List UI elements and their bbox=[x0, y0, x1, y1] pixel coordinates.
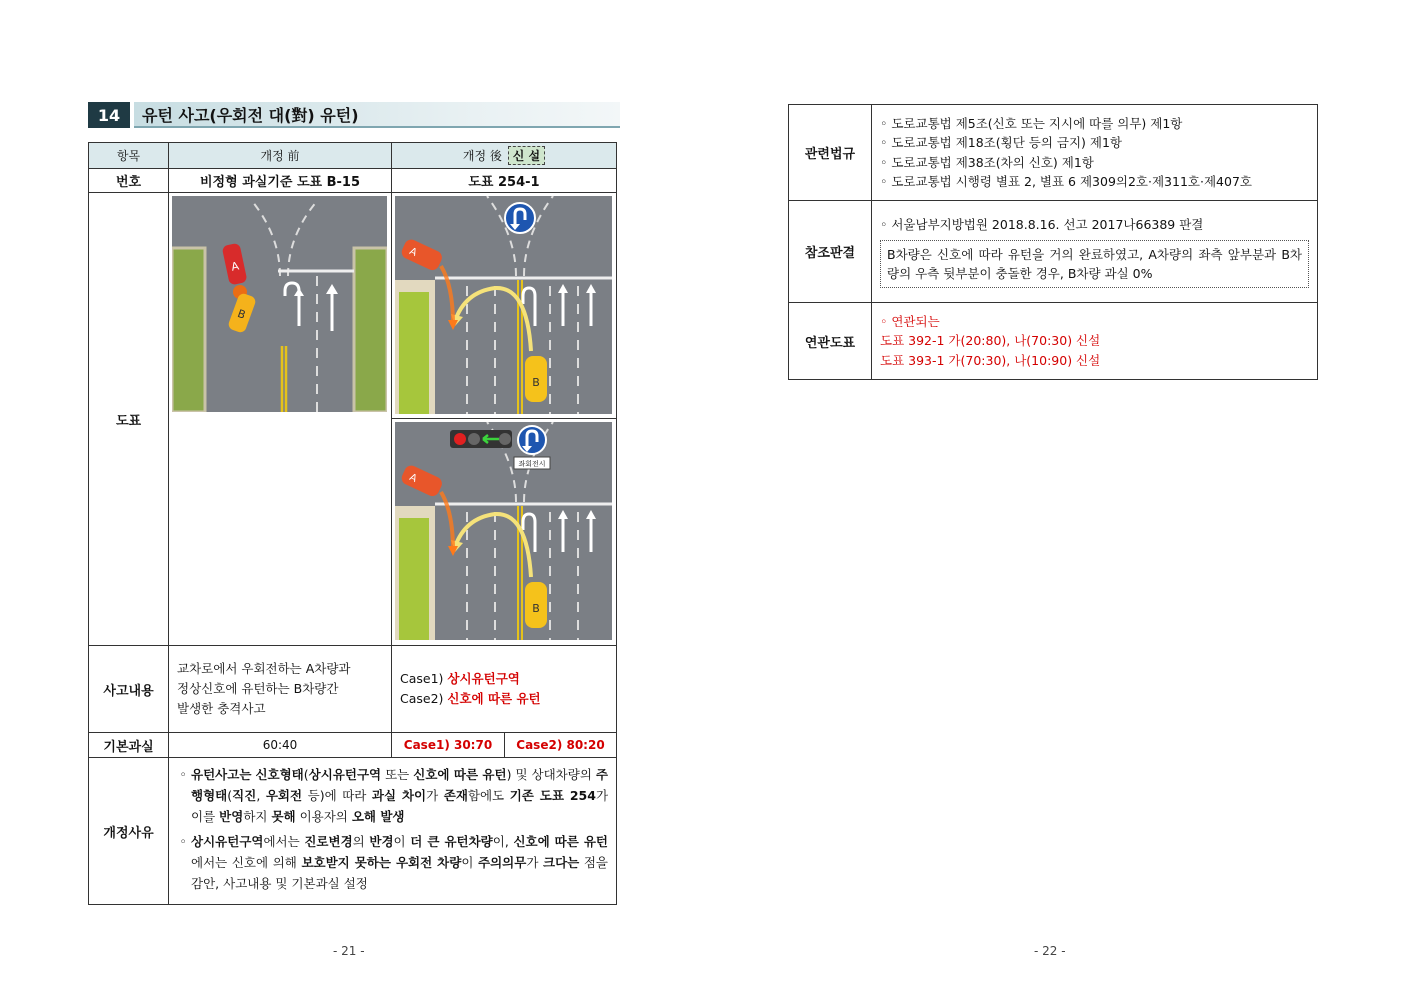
svg-text:B: B bbox=[532, 602, 540, 615]
page-number-left: - 21 - bbox=[333, 944, 365, 958]
precedent-content bbox=[872, 201, 1318, 303]
header-after-label: 개정 後 bbox=[462, 149, 502, 163]
new-badge: 신 설 bbox=[508, 146, 545, 165]
diagram-before bbox=[172, 196, 387, 412]
precedent-summary: B차량은 신호에 따라 유턴을 거의 완료하였고, A차량의 좌측 앞부분과 B차량의 우측 뒷부분이 충돌한 경우, B차량 과실 0% bbox=[880, 240, 1309, 288]
section-header bbox=[88, 102, 620, 128]
diagram-after-case1 bbox=[395, 196, 616, 418]
svg-text:B: B bbox=[532, 376, 540, 389]
diagram-before-cell bbox=[169, 193, 392, 646]
laws-label: 관련법규 bbox=[789, 105, 872, 201]
header-item: 항목 bbox=[89, 143, 169, 169]
accident-before: 교차로에서 우회전하는 A차량과 정상신호에 유턴하는 B차량간 발생한 충격사고 bbox=[169, 646, 392, 733]
comparison-table bbox=[88, 142, 617, 905]
case1-text: 상시유턴구역 bbox=[447, 671, 520, 686]
related-label: 연관도표 bbox=[789, 303, 872, 380]
precedent-label: 참조판결 bbox=[789, 201, 872, 303]
reason-label: 개정사유 bbox=[89, 758, 169, 905]
svg-text:A: A bbox=[230, 259, 241, 274]
related-line: 도표 393-1 가(70:30), 나(10:90) 신설 bbox=[880, 352, 1101, 368]
law-item: ◦ 도로교통법 제18조(횡단 등의 금지) 제1항 bbox=[880, 135, 1122, 150]
header-before: 개정 前 bbox=[169, 143, 392, 169]
fault-before: 60:40 bbox=[169, 733, 392, 758]
section-number: 14 bbox=[88, 102, 130, 128]
fault-case1: Case1) 30:70 bbox=[391, 733, 504, 758]
section-title: 유턴 사고(우회전 대(對) 유턴) bbox=[134, 102, 620, 128]
reason-item: ◦ 유턴사고는 신호형태(상시유턴구역 또는 신호에 따른 유턴) 및 상대차량의 주행형태(직진, 우회전 등)에 따라 과실 차이가 존재함에도 기존 도표 254가 이를 반영하지 못해 이용자의 오해 발생 bbox=[179, 767, 609, 824]
diagram-after-cell bbox=[391, 193, 616, 646]
precedent-case: ◦ 서울남부지방법원 2018.8.16. 선고 2017나66389 판결 bbox=[880, 216, 1204, 232]
reference-table bbox=[788, 104, 1318, 380]
related-line: ◦ 연관되는 bbox=[880, 313, 940, 329]
laws-content bbox=[872, 105, 1318, 201]
header-after bbox=[391, 143, 616, 169]
diagram-label: 도표 bbox=[89, 193, 169, 646]
fault-case2: Case2) 80:20 bbox=[504, 733, 616, 758]
traffic-light-icon bbox=[450, 430, 512, 448]
car-b-icon bbox=[525, 356, 547, 402]
number-before: 비정형 과실기준 도표 B-15 bbox=[169, 169, 392, 193]
svg-text:A: A bbox=[407, 471, 419, 485]
car-b-icon bbox=[525, 582, 547, 628]
related-line: 도표 392-1 가(20:80), 나(70:30) 신설 bbox=[880, 333, 1101, 349]
related-content bbox=[872, 303, 1318, 380]
page-number-right: - 22 - bbox=[1034, 944, 1066, 958]
reason-content bbox=[169, 758, 617, 905]
reason-item: ◦ 상시유턴구역에서는 진로변경의 반경이 더 큰 유턴차량이, 신호에 따른 유턴에서는 신호에 의해 보호받지 못하는 우회전 차량이 주의의무가 크다는 점을 감안, 사고내용 및 기본과실 설정 bbox=[179, 834, 608, 891]
accident-label: 사고내용 bbox=[89, 646, 169, 733]
svg-text:A: A bbox=[407, 245, 419, 259]
diagram-after-case2 bbox=[395, 422, 616, 644]
law-item: ◦ 도로교통법 시행령 별표 2, 별표 6 제309의2호·제311호·제407호 bbox=[880, 174, 1252, 189]
accident-after: Case1) 상시유턴구역 Case2) 신호에 따른 유턴 bbox=[391, 646, 616, 733]
svg-text:B: B bbox=[235, 307, 248, 322]
sign-label: 좌회전시 bbox=[518, 460, 546, 468]
fault-label: 기본과실 bbox=[89, 733, 169, 758]
number-label: 번호 bbox=[89, 169, 169, 193]
number-after: 도표 254-1 bbox=[391, 169, 616, 193]
law-item: ◦ 도로교통법 제5조(신호 또는 지시에 따를 의무) 제1항 bbox=[880, 115, 1183, 131]
law-item: ◦ 도로교통법 제38조(차의 신호) 제1항 bbox=[880, 154, 1094, 170]
case2-text: 신호에 따른 유턴 bbox=[447, 691, 541, 706]
